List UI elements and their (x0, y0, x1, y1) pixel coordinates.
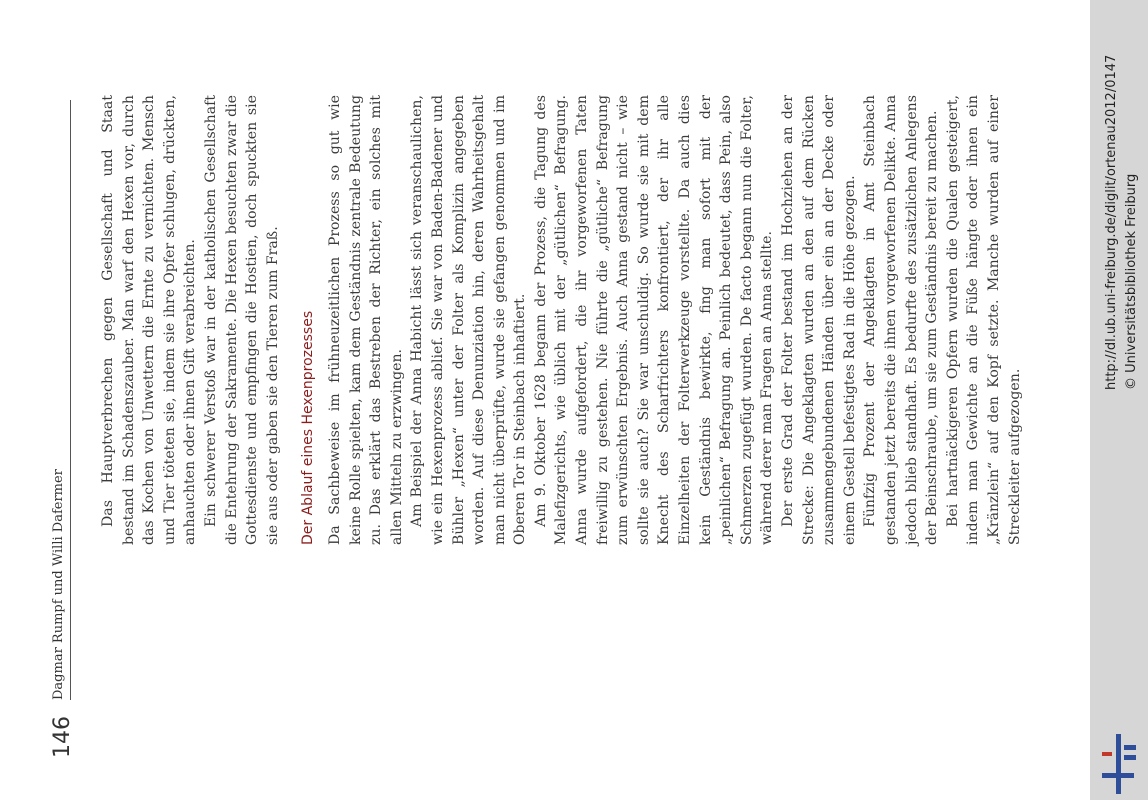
running-head: Dagmar Rumpf und Willi Dafermer (51, 469, 66, 700)
page-number: 146 (50, 716, 75, 758)
paragraph-4: Am Beispiel der Anna Habicht lässt sich veranschaulichen, wie ein Hexenprozess ablief. Sie war von Baden-Badener und Bühler „Hexen“ unter der Folter als Komplizin angegeben worden. Auf diese Denunziation hin, deren Wahrheitsgehalt man nicht überprüfte, wurde sie gefangen genommen und im Oberen Tor in Steinbach inhaftiert. (409, 95, 529, 545)
copyright-notice: © Universitätsbibliothek Freiburg (1124, 173, 1139, 390)
header-rule (70, 100, 71, 700)
paragraph-7: Fünfzig Prozent der Angeklagten in Amt Steinbach gestanden jetzt bereits die ihnen vorgeworfenen Delikte. Anna jedoch blieb standhaft. Es bedurfte des zusätzlichen Anlegens der Beinschraube, um sie zum Geständnis bereit zu machen. (862, 95, 941, 545)
paragraph-2: Ein schwerer Verstoß war in der katholischen Gesellschaft die Entehrung der Sakramente. Die Hexen besuchten zwar die Gottesdienste und empfingen die Hostien, doch spuckten sie sie aus oder gaben sie den Tieren zum Fraß. (202, 95, 281, 545)
section-heading: Der Ablauf eines Hexenprozesses (300, 310, 317, 545)
paragraph-5: Am 9. Oktober 1628 begann der Prozess, die Tagung des Malefizgerichts, wie üblich mit der „gütlichen“ Befragung. Anna wurde aufgefordert, die ihr vorgeworfenen Taten freiwillig zu gestehen. Nie führte die „gütliche“ Befragung zum erwünschten Ergebnis. Auch Anna gestand nicht – wie sollte sie auch? Sie war unschuldig. So wurde sie mit dem Knecht des Scharfrichters konfrontiert, der ihr alle Einzelheiten der Folterwerkzeuge vorstellte. Da auch dies kein Geständnis bewirkte, fing man sofort mit der „peinlichen“ Befragung an. Peinlich bedeutet, dass Pein, also Schmerzen zugefügt wurden. De facto begann nun die Folter, während derer man Fragen an Anna stellte. (532, 95, 776, 545)
page-body (98, 95, 1025, 545)
paragraph-8: Bei hartnäckigeren Opfern wurden die Qualen gesteigert, indem man Gewichte an die Füße hängte oder ihnen ein „Kränzlein“ auf den Kopf setzte. Manche wurden auf einer Streckleiter aufgezogen. (944, 95, 1023, 545)
ub-freiburg-logo-icon (1096, 734, 1140, 794)
source-url[interactable]: http://dl.ub.uni-freiburg.de/diglit/ortenau2012/0147 (1104, 54, 1119, 390)
paragraph-6: Der erste Grad der Folter bestand im Hochziehen an der Strecke: Die Angeklagten wurden an den auf dem Rücken zusammengebundenen Händen über ein an der Decke oder einem Gestell befestigtes Rad in die Höhe gezogen. (780, 95, 858, 545)
paragraph-1: Das Hauptverbrechen gegen Gesellschaft und Staat bestand im Schadenszauber. Man warf den Hexen vor, durch das Kochen von Unwettern die Ernte zu vernichten. Mensch und Tier töteten sie, indem sie ihre Opfer schlugen, drückten, anhauchten oder ihnen Gift verabreichten. (100, 95, 199, 545)
credit-text (1090, 0, 1148, 800)
paragraph-3: Da Sachbeweise im frühneuzeitlichen Prozess so gut wie keine Rolle spielten, kam dem Geständnis zentrale Bedeutung zu. Das erklärt das Bestreben der Richter, ein solches mit allen Mitteln zu erzwingen. (326, 95, 405, 545)
